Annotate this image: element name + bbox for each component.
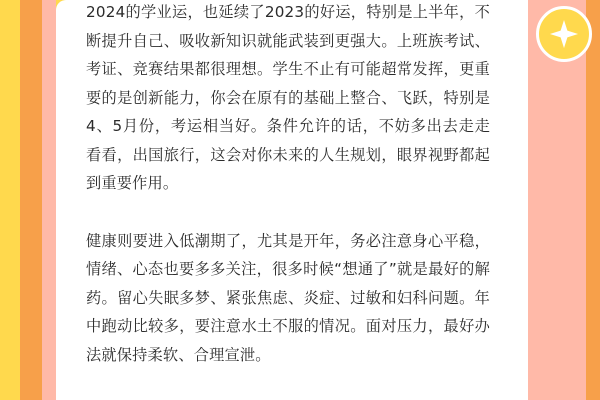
paragraph-health-fortune: 健康则要进入低潮期了，尤其是开年，务必注意身心平稳，情绪、心态也要多多关注，很多时候“想通了”就是最好的解药。留心失眠多梦、紧张焦虑、炎症、过敏和妇科问题。年中跑动比较多，要注意水土不服的情况。面对压力，最好办法就保持柔软、合理宣泄。 [86,231,490,364]
paragraph-study-fortune: 2024的学业运，也延续了2023的好运，特别是上半年，不断提升自己、吸收新知识就能武装到更强大。上班族考试、考证、竞赛结果都很理想。学生不止有可能超常发挥，更重要的是创新能力，你会在原有的基础上整合、飞跃，特别是4、5月份，考运相当好。条件允许的话，不妨多出去走走看看，出国旅行，这会对你未来的人生规划，眼界视野都起到重要作用。 [86,3,490,192]
content-card-body [86,0,490,400]
sparkle-icon [549,19,579,49]
decorative-frame-orange-left [20,0,42,400]
content-card [56,0,528,400]
sparkle-badge [536,6,592,62]
decorative-frame-pink-left [42,0,56,400]
